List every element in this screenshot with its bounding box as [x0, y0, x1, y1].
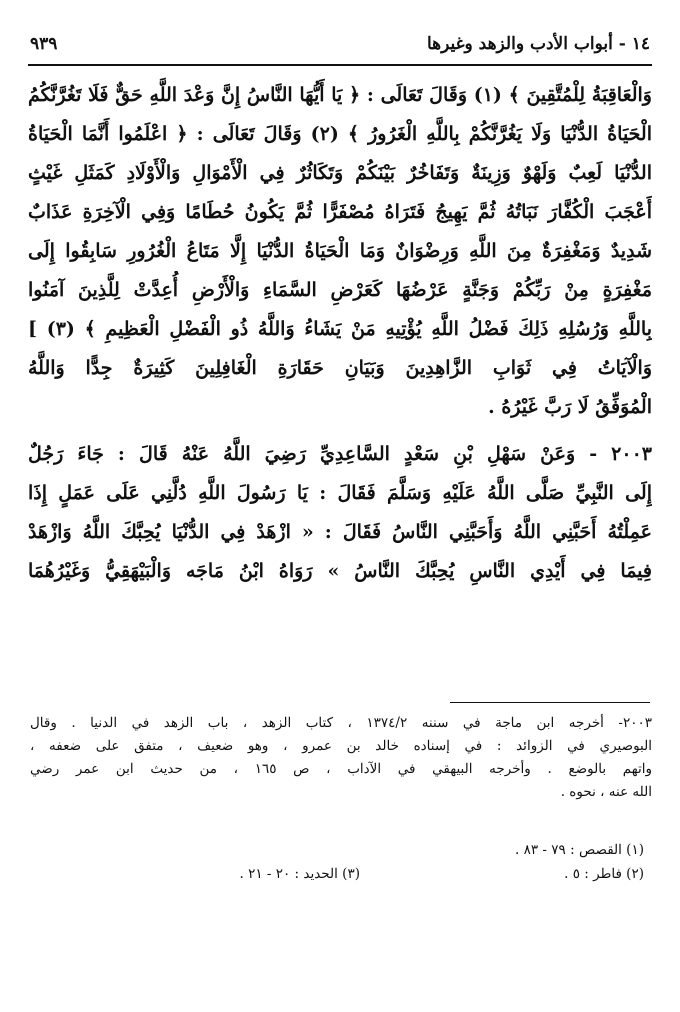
reference-2: (٢) فاطر : ٥ .: [564, 866, 644, 882]
hadith-line: إِلَى النَّبِيِّ صَلَّى اللَّهُ عَلَيْهِ وَسَلَّمَ فَقَالَ : يَا رَسُولَ اللَّهِ دُلَّنِي عَلَى عَمَلٍ إِذَا: [28, 482, 652, 504]
main-text: [28, 76, 652, 591]
reference-row: [30, 862, 652, 886]
footnote-line: واتهم بالوضع . وأخرجه البيهقي في الآداب ، ص ١٦٥ ، من حديث ابن عمر رضي: [30, 761, 652, 777]
hadith-line: ٢٠٠٣ - وَعَنْ سَهْلِ بْنِ سَعْدٍ السَّاعِدِيِّ رَضِيَ اللَّهُ عَنْهُ قَالَ : جَاءَ رَجُلٌ: [28, 443, 652, 465]
page-number: ٩٣٩: [30, 34, 58, 54]
text-line: الْمُوَفِّقُ لَا رَبَّ غَيْرُهُ .: [488, 396, 652, 418]
header-rule: [28, 64, 652, 66]
text-line: الدُّنْيَا لَعِبٌ وَلَهْوٌ وَزِينَةٌ وَتَفَاخُرٌ بَيْنَكُمْ وَتَكَاثُرٌ فِي الْأَمْوَالِ وَالْأَوْلَادِ كَمَثَلِ غَيْثٍ: [28, 162, 652, 184]
reference-1: (١) القصص : ٧٩ - ٨٣ .: [515, 842, 644, 858]
footnote-line: البوصيري في الزوائد : في إسناده خالد بن عمرو ، وهو ضعيف ، متفق على ضعفه ،: [30, 738, 652, 754]
verse-references: [30, 838, 652, 886]
text-line: أَعْجَبَ الْكُفَّارَ نَبَاتُهُ ثُمَّ يَهِيجُ فَتَرَاهُ مُصْفَرًّا ثُمَّ يَكُونُ حُطَامًا وَفِي الْآخِرَةِ عَذَابٌ: [28, 201, 652, 223]
footnote-line: ٢٠٠٣- أخرجه ابن ماجة في سننه ١٣٧٤/٢ ، كتاب الزهد ، باب الزهد في الدنيا . وقال: [30, 715, 652, 731]
hadith-line: عَمِلْتُهُ أَحَبَّنِي اللَّهُ وَأَحَبَّنِي النَّاسُ فَقَالَ : « ازْهَدْ فِي الدُّنْيَا يُحِبَّكَ اللَّهُ وَازْهَدْ: [28, 521, 652, 543]
hadith-footnote: [30, 712, 652, 804]
text-line: مَغْفِرَةٍ مِنْ رَبِّكُمْ وَجَنَّةٍ عَرْضُهَا كَعَرْضِ السَّمَاءِ وَالْأَرْضِ أُعِدَّتْ لِلَّذِينَ آمَنُوا: [28, 279, 652, 301]
hadith-line: فِيمَا فِي أَيْدِي النَّاسِ يُحِبَّكَ النَّاسُ » رَوَاهُ ابْنُ مَاجَه وَالْبَيْهَقِيُّ وَغَيْرُهُمَا: [28, 560, 652, 582]
text-line: شَدِيدٌ وَمَغْفِرَةٌ مِنَ اللَّهِ وَرِضْوَانٌ وَمَا الْحَيَاةُ الدُّنْيَا إِلَّا مَتَاعُ الْغُرُورِ سَابِقُوا إِلَى: [28, 240, 652, 262]
running-header: [30, 34, 650, 60]
footnote-rule: [450, 702, 650, 703]
text-line: وَالْآيَاتُ فِي ثَوَابِ الزَّاهِدِينَ وَبَيَانِ حَقَارَةِ الْغَافِلِينَ كَثِيرَةٌ جِدًّا وَاللَّهُ: [28, 357, 652, 379]
text-line: الْحَيَاةُ الدُّنْيَا وَلَا يَغُرَّنَّكُمْ بِاللَّهِ الْغَرُورُ ﴾ (٢) وَقَالَ تَعَالَى : ﴿ اعْلَمُوا أَنَّمَا الْحَيَاةُ: [28, 123, 652, 145]
reference-3: (٣) الحديد : ٢٠ - ٢١ .: [239, 866, 360, 882]
reference-row: [30, 838, 652, 862]
text-line: بِاللَّهِ وَرُسُلِهِ ذَلِكَ فَضْلُ اللَّهِ يُؤْتِيهِ مَنْ يَشَاءُ وَاللَّهُ ذُو الْفَضْلِ الْعَظِيمِ ﴾ (٣) ]: [28, 318, 652, 340]
chapter-title: ١٤ - أبواب الأدب والزهد وغيرها: [426, 34, 650, 54]
paragraph-gap: [28, 427, 652, 435]
footnote-line: الله عنه ، نحوه .: [560, 784, 652, 800]
text-line: وَالْعَاقِبَةُ لِلْمُتَّقِينَ ﴾ (١) وَقَالَ تَعَالَى : ﴿ يَا أَيُّهَا النَّاسُ إِنَّ وَعْدَ اللَّهِ حَقٌّ فَلَا تَغُرَّنَّكُمُ: [28, 84, 652, 106]
